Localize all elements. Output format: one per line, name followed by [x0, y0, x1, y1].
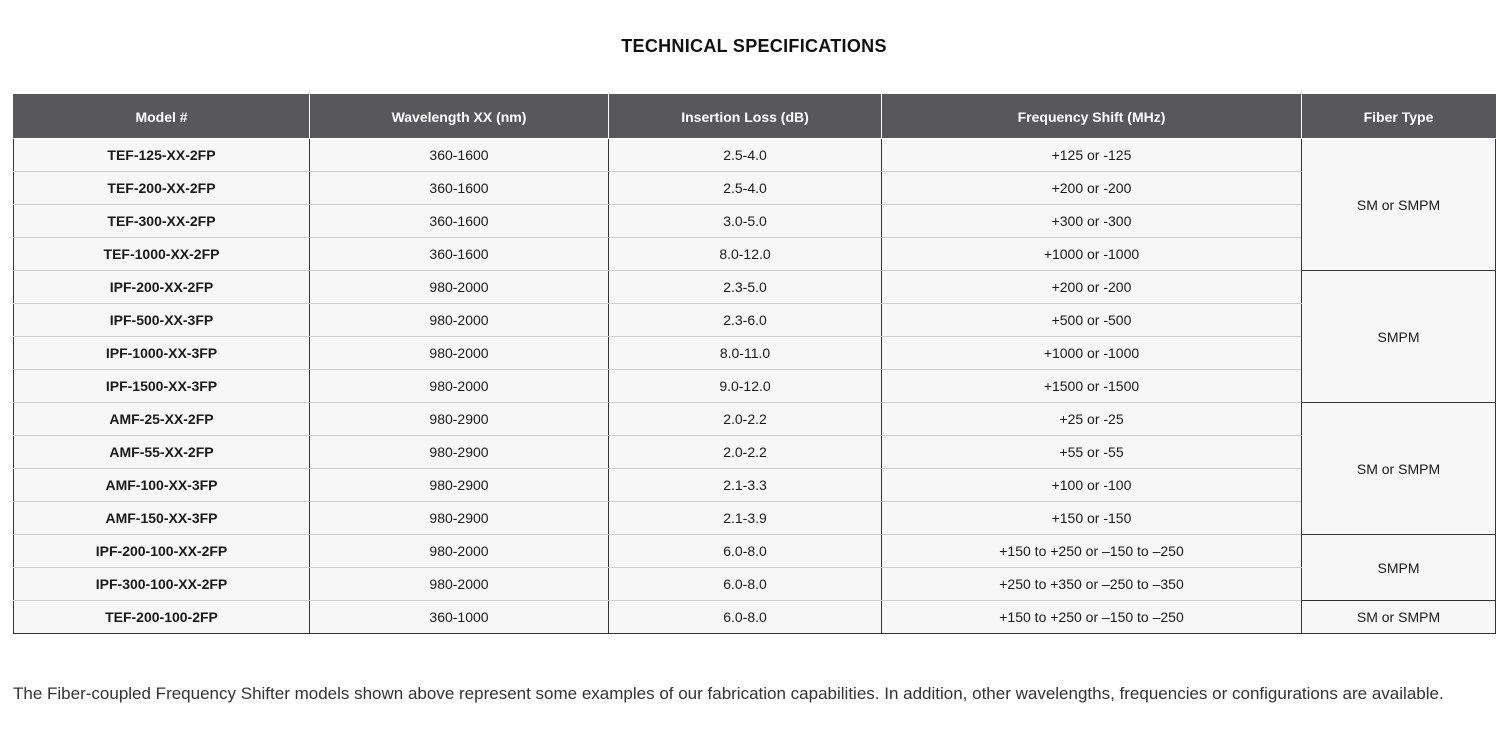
model-cell: TEF-200-100-2FP [14, 601, 310, 634]
model-cell: TEF-125-XX-2FP [14, 139, 310, 172]
frequency-shift-cell: +55 or -55 [882, 436, 1302, 469]
frequency-shift-cell: +500 or -500 [882, 304, 1302, 337]
wavelength-cell: 360-1600 [310, 238, 609, 271]
wavelength-cell: 360-1600 [310, 139, 609, 172]
wavelength-cell: 980-2000 [310, 568, 609, 601]
frequency-shift-cell: +200 or -200 [882, 271, 1302, 304]
table-row [14, 271, 1496, 304]
insertion-loss-cell: 2.5-4.0 [609, 139, 882, 172]
table-row [14, 502, 1496, 535]
table-row [14, 205, 1496, 238]
wavelength-cell: 980-2000 [310, 304, 609, 337]
insertion-loss-cell: 6.0-8.0 [609, 568, 882, 601]
insertion-loss-cell: 6.0-8.0 [609, 601, 882, 634]
frequency-shift-cell: +150 or -150 [882, 502, 1302, 535]
table-row [14, 568, 1496, 601]
table-row [14, 535, 1496, 568]
wavelength-cell: 980-2900 [310, 502, 609, 535]
wavelength-cell: 360-1000 [310, 601, 609, 634]
frequency-shift-cell: +125 or -125 [882, 139, 1302, 172]
insertion-loss-cell: 3.0-5.0 [609, 205, 882, 238]
wavelength-cell: 980-2000 [310, 370, 609, 403]
table-row [14, 139, 1496, 172]
fiber-type-cell: SM or SMPM [1302, 601, 1496, 634]
insertion-loss-cell: 2.1-3.3 [609, 469, 882, 502]
model-cell: AMF-100-XX-3FP [14, 469, 310, 502]
insertion-loss-cell: 2.0-2.2 [609, 436, 882, 469]
table-row [14, 436, 1496, 469]
header-model: Model # [14, 95, 310, 139]
fiber-type-cell: SM or SMPM [1302, 403, 1496, 535]
model-cell: IPF-500-XX-3FP [14, 304, 310, 337]
model-cell: AMF-25-XX-2FP [14, 403, 310, 436]
frequency-shift-cell: +300 or -300 [882, 205, 1302, 238]
header-insertion-loss: Insertion Loss (dB) [609, 95, 882, 139]
table-row [14, 304, 1496, 337]
table-row [14, 469, 1496, 502]
table-row [14, 601, 1496, 634]
model-cell: AMF-55-XX-2FP [14, 436, 310, 469]
insertion-loss-cell: 2.0-2.2 [609, 403, 882, 436]
page-title: TECHNICAL SPECIFICATIONS [621, 36, 887, 56]
frequency-shift-cell: +1000 or -1000 [882, 337, 1302, 370]
wavelength-cell: 980-2000 [310, 535, 609, 568]
header-fiber-type: Fiber Type [1302, 95, 1496, 139]
fiber-type-cell: SMPM [1302, 535, 1496, 601]
model-cell: AMF-150-XX-3FP [14, 502, 310, 535]
model-cell: TEF-300-XX-2FP [14, 205, 310, 238]
frequency-shift-cell: +25 or -25 [882, 403, 1302, 436]
header-frequency-shift: Frequency Shift (MHz) [882, 95, 1302, 139]
fiber-type-cell: SM or SMPM [1302, 139, 1496, 271]
header-wavelength: Wavelength XX (nm) [310, 95, 609, 139]
model-cell: IPF-200-100-XX-2FP [14, 535, 310, 568]
wavelength-cell: 980-2900 [310, 436, 609, 469]
insertion-loss-cell: 2.5-4.0 [609, 172, 882, 205]
frequency-shift-cell: +1500 or -1500 [882, 370, 1302, 403]
wavelength-cell: 980-2900 [310, 469, 609, 502]
model-cell: IPF-200-XX-2FP [14, 271, 310, 304]
frequency-shift-cell: +1000 or -1000 [882, 238, 1302, 271]
wavelength-cell: 980-2000 [310, 271, 609, 304]
model-cell: TEF-200-XX-2FP [14, 172, 310, 205]
table-row [14, 337, 1496, 370]
frequency-shift-cell: +200 or -200 [882, 172, 1302, 205]
wavelength-cell: 980-2900 [310, 403, 609, 436]
frequency-shift-cell: +150 to +250 or –150 to –250 [882, 535, 1302, 568]
insertion-loss-cell: 8.0-12.0 [609, 238, 882, 271]
wavelength-cell: 360-1600 [310, 172, 609, 205]
insertion-loss-cell: 6.0-8.0 [609, 535, 882, 568]
insertion-loss-cell: 8.0-11.0 [609, 337, 882, 370]
table-row [14, 238, 1496, 271]
table-row [14, 370, 1496, 403]
model-cell: TEF-1000-XX-2FP [14, 238, 310, 271]
fiber-type-cell: SMPM [1302, 271, 1496, 403]
model-cell: IPF-1000-XX-3FP [14, 337, 310, 370]
insertion-loss-cell: 9.0-12.0 [609, 370, 882, 403]
model-cell: IPF-1500-XX-3FP [14, 370, 310, 403]
model-cell: IPF-300-100-XX-2FP [14, 568, 310, 601]
wavelength-cell: 980-2000 [310, 337, 609, 370]
insertion-loss-cell: 2.3-6.0 [609, 304, 882, 337]
frequency-shift-cell: +150 to +250 or –150 to –250 [882, 601, 1302, 634]
wavelength-cell: 360-1600 [310, 205, 609, 238]
table-row [14, 172, 1496, 205]
frequency-shift-cell: +100 or -100 [882, 469, 1302, 502]
footnote-paragraph: The Fiber-coupled Frequency Shifter models shown above represent some examples of our fabrication capabilities. In addition, other wavelengths, frequencies or configurations are available. [13, 684, 1444, 703]
table-row [14, 403, 1496, 436]
insertion-loss-cell: 2.3-5.0 [609, 271, 882, 304]
table-header-row [14, 95, 1496, 139]
specifications-table [13, 94, 1496, 634]
frequency-shift-cell: +250 to +350 or –250 to –350 [882, 568, 1302, 601]
insertion-loss-cell: 2.1-3.9 [609, 502, 882, 535]
